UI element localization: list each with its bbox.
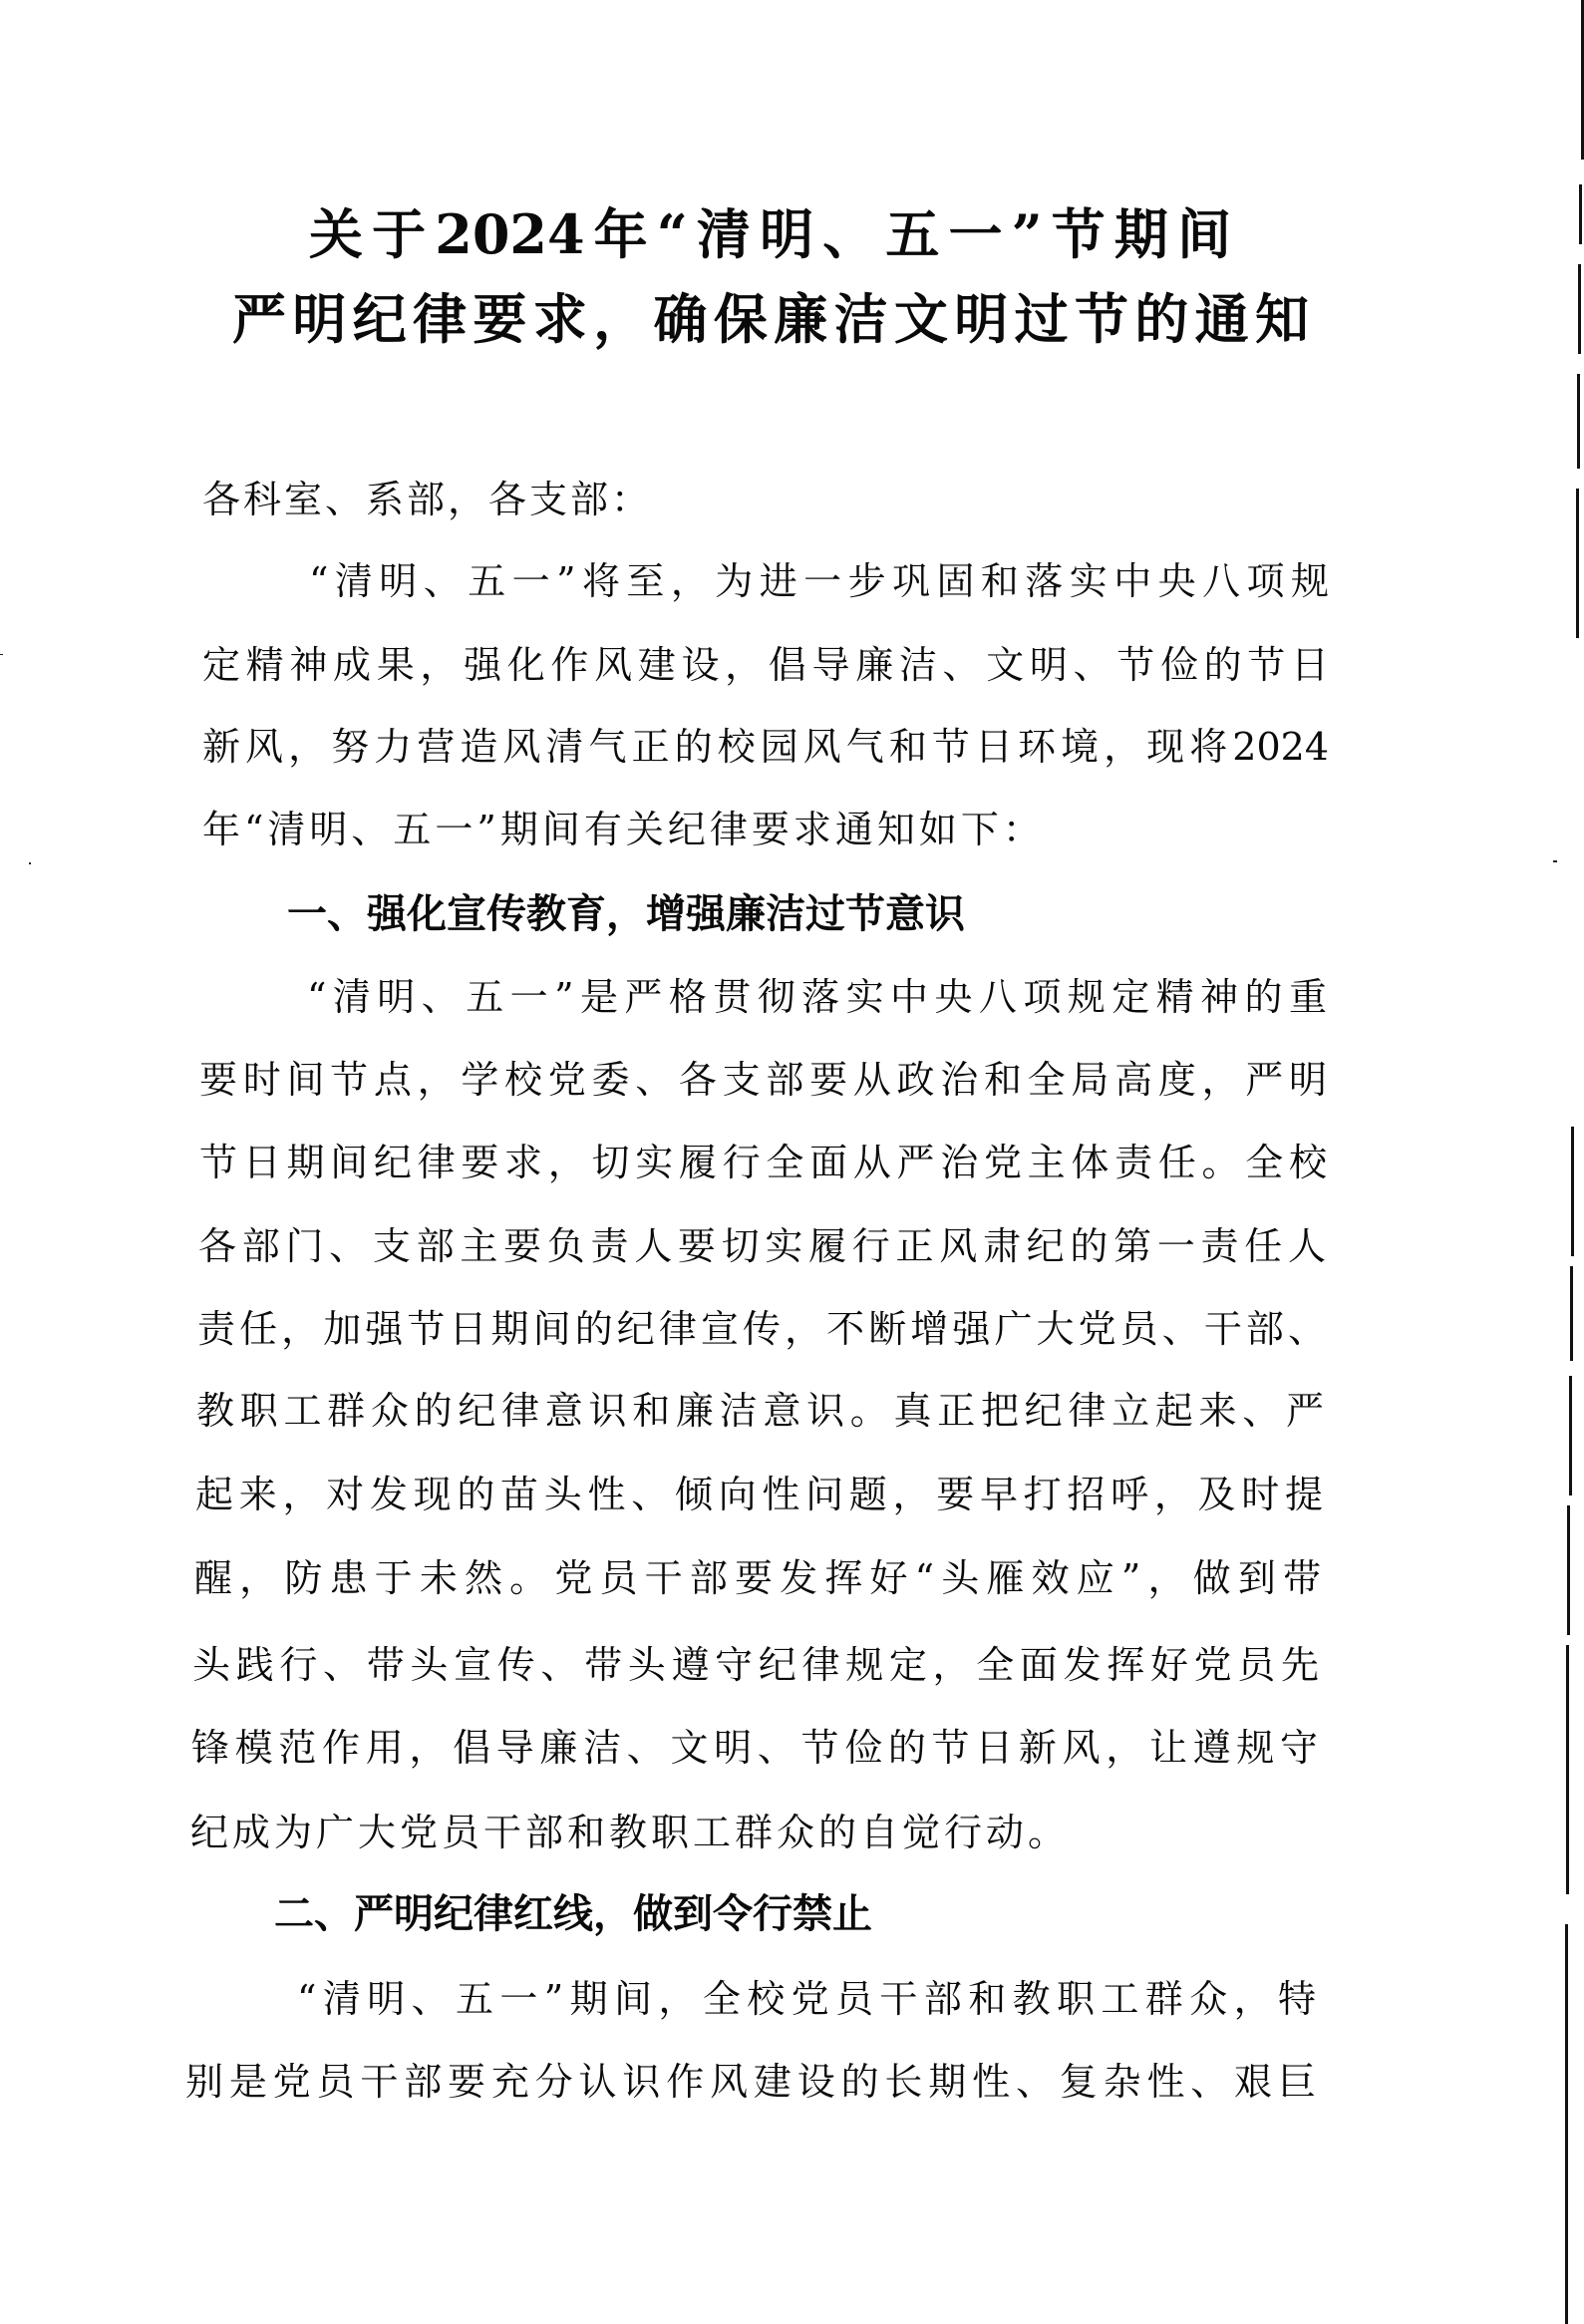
section-1-line: 各部门、支部主要负责人要切实履行正风肃纪的第一责任人 [198,1224,1326,1268]
scan-edge-line [1578,264,1581,354]
section-1-line: 醒，防患于未然。党员干部要发挥好“头雁效应”，做到带 [194,1556,1321,1600]
scan-edge-line [1570,1266,1573,1361]
section-heading-1: 一、强化宣传教育，增强廉洁过节意识 [287,891,965,937]
scan-speck [1553,860,1557,862]
scan-edge-line [1571,1127,1574,1256]
section-2-line: 别是党员干部要充分认识作风建设的长期性、复杂性、艰巨 [185,2060,1316,2104]
section-2-line: “清明、五一”期间，全校党员干部和教职工群众，特 [297,1977,1316,2021]
intro-line: 年“清明、五一”期间有关纪律要求通知如下： [202,808,1045,851]
scan-edge-line [1565,1924,1568,2324]
intro-line: 新风，努力营造风清气正的校园风气和节日环境，现将2024 [202,725,1329,769]
section-1-line: 锋模范作用，倡导廉洁、文明、节俭的节日新风，让遵规守 [191,1726,1318,1770]
scan-edge-line [1576,489,1579,638]
intro-line: 定精神成果，强化作风建设，倡导廉洁、文明、节俭的节日 [202,643,1329,687]
scan-speck [29,862,31,864]
scan-edge-line [1569,1376,1572,1495]
scan-speck [0,654,3,655]
section-heading-2: 二、严明纪律红线，做到令行禁止 [274,1891,872,1937]
section-1-line: 头践行、带头宣传、带头遵守纪律规定，全面发挥好党员先 [192,1643,1319,1687]
document-title-line-1: 关于2024年“清明、五一”节期间 [309,202,1231,266]
scan-edge-line [1567,1505,1570,1635]
section-1-line: 要时间节点，学校党委、各支部要从政治和全局高度，严明 [199,1058,1327,1102]
section-1-line: 纪成为广大党员干部和教职工群众的自觉行动。 [190,1811,1071,1854]
section-1-line: “清明、五一”是严格贯彻落实中央八项规定精神的重 [307,975,1327,1019]
section-1-line: 起来，对发现的苗头性、倾向性问题，要早打招呼，及时提 [195,1473,1323,1516]
scan-edge-line [1566,1645,1569,1894]
section-1-line: 教职工群众的纪律意识和廉洁意识。真正把纪律立起来、严 [196,1389,1324,1433]
scan-edge-line [1577,374,1580,469]
section-1-line: 责任，加强节日期间的纪律宣传，不断增强广大党员、干部、 [197,1307,1326,1351]
salutation: 各科室、系部，各支部： [202,478,653,521]
document-title-line-2: 严明纪律要求，确保廉洁文明过节的通知 [232,287,1309,351]
intro-line: “清明、五一”将至，为进一步巩固和落实中央八项规 [309,559,1329,603]
section-1-line: 节日期间纪律要求，切实履行全面从严治党主体责任。全校 [199,1141,1327,1184]
scan-edge-line [1579,184,1582,244]
